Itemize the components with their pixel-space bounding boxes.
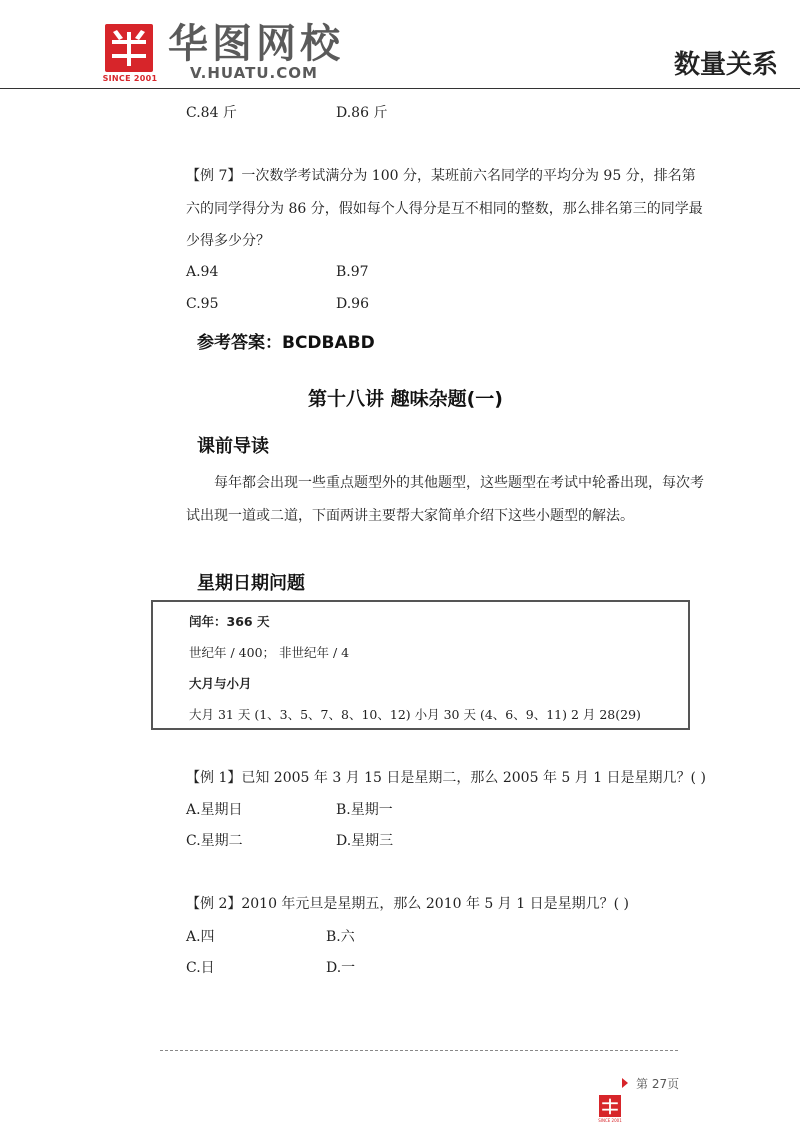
example7-line3: 少得多少分？ (186, 233, 270, 249)
footer-since-text: SINCE 2001 (598, 1118, 622, 1123)
example1-option-d: D.星期三 (336, 833, 394, 849)
prev-option-c: C.84 斤 (186, 105, 237, 121)
weekday-heading: 星期日期问题 (197, 573, 305, 594)
footer-logo-icon (599, 1095, 621, 1117)
header-divider (0, 88, 800, 89)
footer-divider (160, 1050, 678, 1051)
example1-option-c: C.星期二 (186, 833, 243, 849)
example7-option-c: C.95 (186, 296, 219, 312)
intro-line1: 每年都会出现一些重点题型外的其他题型，这些题型在考试中轮番出现，每次考 (214, 475, 704, 491)
brand-url: V.HUATU.COM (190, 64, 318, 82)
page-arrow-icon (622, 1078, 628, 1088)
answer-key: 参考答案：BCDBABD (197, 333, 375, 353)
example2-option-d: D.一 (326, 960, 356, 976)
example1-question: 【例 1】已知 2005 年 3 月 15 日是星期二，那么 2005 年 5 月 1 日是星期几？( ) (186, 770, 706, 786)
example1-option-a: A.星期日 (186, 802, 243, 818)
leap-year-title: 闰年：366 天 (189, 614, 270, 629)
example7-option-a: A.94 (186, 264, 219, 280)
intro-heading: 课前导读 (197, 436, 269, 457)
lecture-title: 第十八讲 趣味杂题(一) (308, 388, 503, 410)
example2-question: 【例 2】2010 年元旦是星期五，那么 2010 年 5 月 1 日是星期几？( ) (186, 896, 629, 912)
example7-option-d: D.96 (336, 296, 369, 312)
brand-logo (105, 24, 153, 72)
example2-option-c: C.日 (186, 960, 215, 976)
example2-option-a: A.四 (186, 929, 215, 945)
brand-name: 华图网校 (168, 21, 344, 67)
logo-since-text: SINCE 2001 (102, 74, 158, 83)
intro-line2: 试出现一道或二道，下面两讲主要帮大家简单介绍下这些小题型的解法。 (186, 508, 634, 524)
leap-year-rule: 世纪年 / 400； 非世纪年 / 4 (189, 645, 350, 660)
prev-option-d: D.86 斤 (336, 105, 388, 121)
month-title: 大月与小月 (189, 676, 252, 691)
example2-option-b: B.六 (326, 929, 355, 945)
huatu-logo-icon (105, 24, 153, 72)
rules-box (151, 600, 690, 730)
example7-option-b: B.97 (336, 264, 369, 280)
page-number: 第 27页 (636, 1077, 680, 1091)
example7-line2: 六的同学得分为 86 分，假如每个人得分是互不相同的整数，那么排名第三的同学最 (186, 201, 703, 217)
example1-option-b: B.星期一 (336, 802, 393, 818)
example7-line1: 【例 7】一次数学考试满分为 100 分，某班前六名同学的平均分为 95 分，排名第 (186, 168, 696, 184)
section-title: 数量关系 (673, 50, 778, 80)
month-rule: 大月 31 天 (1、3、5、7、8、10、12) 小月 30 天 (4、6、9、11) 2 月 28(29) (189, 707, 641, 722)
